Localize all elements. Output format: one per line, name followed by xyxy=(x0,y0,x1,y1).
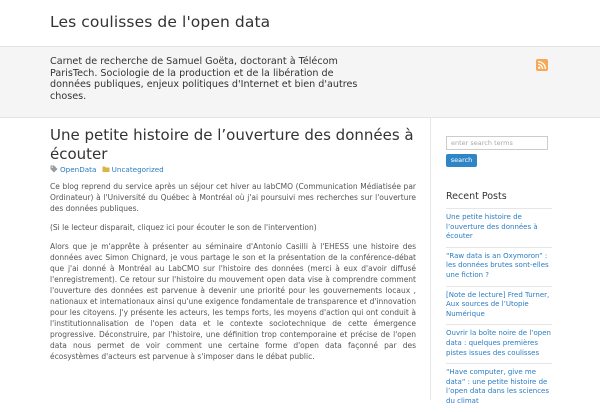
post-meta xyxy=(50,164,416,176)
search-input[interactable] xyxy=(446,136,548,150)
recent-posts-title: Recent Posts xyxy=(446,191,507,202)
recent-post-link[interactable]: Ouvrir la boîte noire de l’open data : quelques premières pistes issues des coulisses xyxy=(446,324,552,363)
tagline-band xyxy=(0,46,600,118)
post-paragraph: (Si le lecteur disparait, cliquez ici pour écouter le son de l'intervention) xyxy=(50,223,317,232)
site-header xyxy=(0,0,600,46)
post-category-link[interactable]: Uncategorized xyxy=(111,165,164,174)
recent-post-link[interactable]: Une petite histoire de l’ouverture des données à écouter xyxy=(446,208,552,247)
recent-posts-list xyxy=(446,208,552,412)
site-tagline: Carnet de recherche de Samuel Goëta, doctorant à Télécom ParisTech. Sociologie de la production et de la libération de données publiques, enjeux politiques d'Internet et bien d'autres choses. xyxy=(50,56,358,102)
site-title[interactable]: Les coulisses de l'open data xyxy=(50,13,271,31)
post-paragraph: Ce blog reprend du service après un séjour cet hiver au labCMO (Communication Médiatisée par Ordinateur) à l'Université du Québec à Montréal où j'ai poursuivi mes recherches sur l'ouverture des données publiques. xyxy=(50,182,416,213)
post-tag-link[interactable]: OpenData xyxy=(60,165,97,174)
recent-post-link[interactable]: “Have computer, give me data” : une petite histoire de l’open data dans les sciences du climat xyxy=(446,363,552,411)
tag-icon xyxy=(50,165,58,173)
post-body xyxy=(50,181,416,362)
post-paragraph: Alors que je m'apprête à présenter au séminaire d'Antonio Casilli à l'EHESS une histoire des données avec Simon Chignard, je vous partage le son et la présentation de la conférence-débat que j'ai donné à Montréal au LabCMO sur l'histoire des données (merci à eux d'avoir diffusé l'enregistrement). Ce retour sur l'histoire du mouvement open data vise à comprendre comment l'ouverture des données est parvenue à devenir une priorité pour les gouvernements locaux , nationaux et internationaux ainsi qu'une exigence fondamentale de transparence et d'innovation pour les citoyens. J'y présente les acteurs, les temps forts, les moyens d'action qui ont conduit à l'institutionnalisation de l'open data et le contexte sociotechnique de cette émergence progressive. Déconstruire, par l'histoire, une définition trop contemporaine et précise de l'open data nous permet de voir comment une certaine forme d'open data façonné par des écosystèmes d'acteurs est parvenue à s'imposer dans le débat public. xyxy=(50,242,416,361)
rss-icon[interactable] xyxy=(536,59,548,71)
folder-icon xyxy=(102,165,110,173)
post-content xyxy=(50,126,416,370)
post-title[interactable]: Une petite histoire de l’ouverture des données à écouter xyxy=(50,126,414,163)
search-button[interactable]: search xyxy=(446,154,477,167)
sidebar-divider xyxy=(430,118,431,400)
sidebar xyxy=(446,136,552,412)
recent-post-link[interactable]: [Note de lecture] Fred Turner, Aux sources de l’Utopie Numérique xyxy=(446,286,552,325)
recent-post-link[interactable]: “Raw data is an Oxymoron” : les données brutes sont-elles une fiction ? xyxy=(446,247,552,286)
